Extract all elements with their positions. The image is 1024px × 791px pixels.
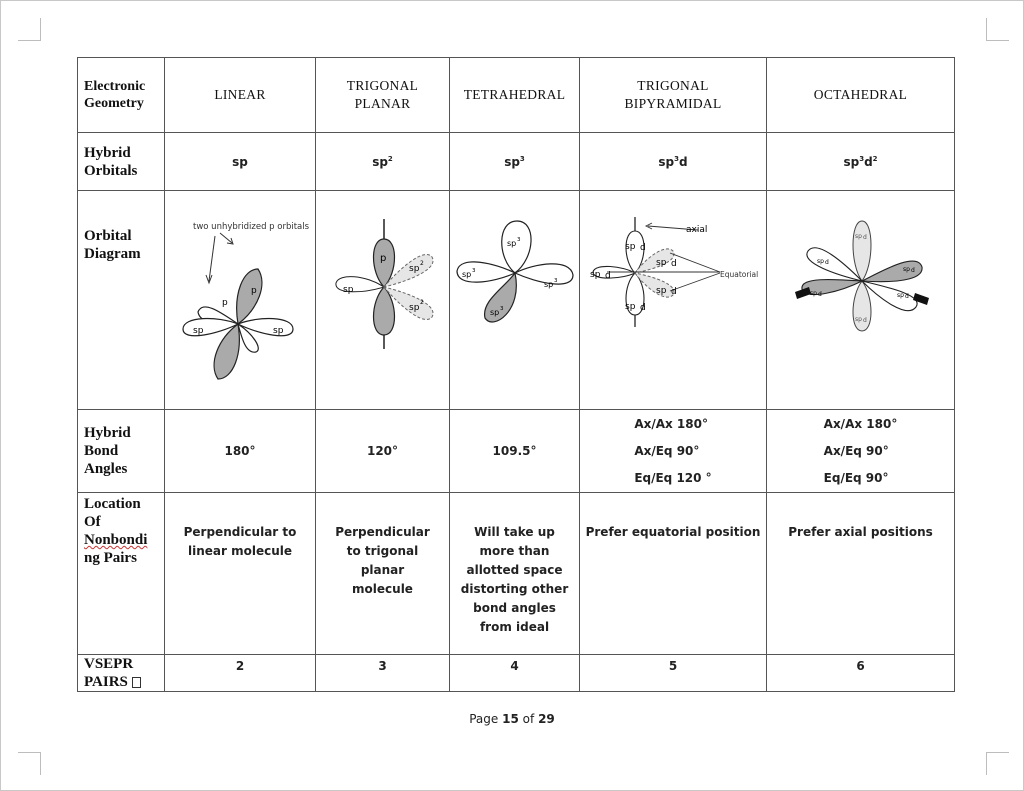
row-hybrid-orbitals bbox=[78, 133, 955, 191]
hybrid-tp-sup: 2 bbox=[387, 154, 393, 163]
tp-label-p: p bbox=[380, 253, 387, 264]
diagram-trigonal-planar bbox=[316, 191, 450, 410]
hybrid-trigonal-planar bbox=[316, 133, 450, 191]
oct-label-top: sp bbox=[855, 233, 862, 240]
tbp-angle-eqeq: Eq/Eq 120 ° bbox=[634, 470, 712, 485]
hybrid-tbp-tail: d bbox=[679, 154, 688, 169]
header-trigonal-planar bbox=[316, 58, 450, 133]
crop-mark-bottom-right bbox=[986, 752, 1009, 775]
row-label-bond-angles bbox=[78, 410, 165, 493]
missing-glyph-icon bbox=[132, 677, 141, 688]
arrow-eq-2 bbox=[670, 273, 720, 291]
hybrid-oct-sup: 3 bbox=[859, 154, 865, 163]
vsepr-table bbox=[77, 57, 955, 692]
tbp-label-top: sp bbox=[625, 242, 636, 252]
hybrid-tbp-base: sp bbox=[658, 154, 675, 169]
hybrid-trigonal-bipyramidal bbox=[580, 133, 767, 191]
row-label-bond-angles-text: Hybrid Bond Angles bbox=[84, 425, 131, 477]
tbp-label-upper: sp bbox=[656, 258, 667, 268]
row-label-orbital-diagram bbox=[78, 191, 165, 410]
nonbonding-tp-text: Perpendicular to trigonal planar molecule bbox=[335, 525, 430, 596]
oct-angle-eqeq: Eq/Eq 90° bbox=[823, 470, 889, 485]
tp-label-sup2-lr: 2 bbox=[420, 299, 424, 306]
pointer-arrow-2 bbox=[220, 233, 232, 243]
nonbonding-trigonal-planar bbox=[316, 493, 450, 655]
vsepr-label-line2-wrap bbox=[84, 673, 164, 691]
row-nonbonding-pairs bbox=[78, 493, 955, 655]
diagram-tetrahedral bbox=[450, 191, 580, 410]
tp-label-sp2-lr: sp bbox=[409, 303, 420, 313]
oct-label-bottom-d: d bbox=[863, 317, 867, 324]
header-trigonal-bipyramidal bbox=[580, 58, 767, 133]
row-label-electronic-geometry: Electronic Geometry bbox=[78, 58, 165, 133]
nb-label-line4: ng Pairs bbox=[84, 550, 137, 566]
tbp-label-bottom-d: d bbox=[640, 303, 646, 313]
oct-label-ur: sp bbox=[903, 266, 910, 273]
tp-label-sp2-left: sp bbox=[343, 285, 354, 295]
row-vsepr-pairs bbox=[78, 655, 955, 692]
nonbonding-td-text: Will take up more than allotted space distorting other bond angles from ideal bbox=[460, 525, 569, 634]
row-label-orbital-diagram-text: Orbital Diagram bbox=[84, 228, 141, 262]
oct-lobe-top bbox=[853, 221, 871, 281]
td-sup-left: 3 bbox=[472, 268, 476, 274]
oct-label-ll-d: d bbox=[818, 291, 822, 298]
oct-label-lr-d: d bbox=[905, 293, 909, 300]
td-sup-right: 3 bbox=[554, 278, 558, 284]
tbp-orbital-svg bbox=[580, 191, 766, 409]
tp-label-sup2-ur: 2 bbox=[420, 260, 424, 267]
label-p-right: p bbox=[251, 286, 257, 296]
tbp-angle-list bbox=[634, 411, 711, 492]
footer-page-word: Page bbox=[469, 712, 499, 726]
pointer-arrow-1 bbox=[209, 236, 215, 281]
tbp-label-left-d: d bbox=[605, 271, 611, 281]
angle-trigonal-planar: 120° bbox=[316, 410, 450, 493]
oct-lobes bbox=[802, 221, 922, 331]
linear-lobes bbox=[183, 269, 293, 379]
nb-label-line2: Of bbox=[84, 514, 101, 530]
tbp-label-bottom: sp bbox=[625, 302, 636, 312]
tbp-angle-axax: Ax/Ax 180° bbox=[634, 416, 708, 431]
footer-of-word: of bbox=[522, 712, 535, 726]
lobe-p-shaded-top bbox=[237, 269, 262, 324]
header-trigonal-bipyramidal-text: TRIGONAL BIPYRAMIDAL bbox=[624, 78, 722, 111]
nonbonding-linear bbox=[165, 493, 316, 655]
vsepr-trigonal-bipyramidal: 5 bbox=[580, 655, 767, 692]
vsepr-linear: 2 bbox=[165, 655, 316, 692]
vsepr-label-line2: PAIRS bbox=[84, 674, 128, 690]
angle-octahedral bbox=[767, 410, 955, 493]
row-label-nonbonding bbox=[78, 493, 165, 655]
label-sp-left: sp bbox=[193, 326, 204, 336]
tp-label-sp2-ur: sp bbox=[409, 264, 420, 274]
oct-label-ul-d: d bbox=[825, 259, 829, 266]
footer-total-pages: 29 bbox=[538, 712, 555, 726]
nonbonding-tetrahedral bbox=[450, 493, 580, 655]
oct-angle-axeq: Ax/Eq 90° bbox=[823, 443, 889, 458]
td-label-left: sp bbox=[462, 270, 472, 279]
vsepr-tetrahedral: 4 bbox=[450, 655, 580, 692]
label-equatorial: Equatorial bbox=[720, 270, 759, 279]
row-label-hybrid-orbitals-text: Hybrid Orbitals bbox=[84, 144, 138, 179]
footer-current-page: 15 bbox=[502, 712, 519, 726]
linear-orbital-svg bbox=[165, 191, 315, 409]
hybrid-linear bbox=[165, 133, 316, 191]
tbp-label-top-d: d bbox=[640, 243, 646, 253]
row-label-hybrid-orbitals bbox=[78, 133, 165, 191]
tbp-label-left: sp bbox=[590, 270, 601, 280]
label-p-left: p bbox=[222, 298, 228, 308]
label-sp-right: sp bbox=[273, 326, 284, 336]
oct-label-lr: sp bbox=[897, 292, 904, 299]
row-bond-angles bbox=[78, 410, 955, 493]
vsepr-octahedral: 6 bbox=[767, 655, 955, 692]
hybrid-oct-base: sp bbox=[843, 154, 860, 169]
nb-label-line1: Location bbox=[84, 496, 141, 512]
tetrahedral-orbital-svg bbox=[450, 191, 579, 409]
row-label-vsepr bbox=[78, 655, 165, 692]
hybrid-td-base: sp bbox=[504, 154, 520, 169]
tbp-label-lower-d: d bbox=[671, 287, 677, 297]
hybrid-oct-tail: d bbox=[864, 154, 873, 169]
oct-label-top-d: d bbox=[863, 234, 867, 241]
vsepr-trigonal-planar: 3 bbox=[316, 655, 450, 692]
page-footer bbox=[0, 712, 1024, 726]
octahedral-orbital-svg bbox=[767, 191, 954, 409]
nb-label-line3: Nonbondi bbox=[84, 532, 148, 548]
label-axial: axial bbox=[686, 225, 708, 235]
row-electronic-geometry bbox=[78, 58, 955, 133]
hybrid-octahedral bbox=[767, 133, 955, 191]
td-label-top: sp bbox=[507, 239, 517, 248]
angle-tetrahedral: 109.5° bbox=[450, 410, 580, 493]
td-sup-top: 3 bbox=[517, 237, 521, 243]
angle-trigonal-bipyramidal bbox=[580, 410, 767, 493]
oct-angle-axax: Ax/Ax 180° bbox=[823, 416, 898, 431]
header-linear: LINEAR bbox=[165, 58, 316, 133]
td-label-bottom: sp bbox=[490, 308, 500, 317]
angle-linear: 180° bbox=[165, 410, 316, 493]
hybrid-td-sup: 3 bbox=[519, 154, 525, 163]
td-label-right: sp bbox=[544, 280, 554, 289]
diagram-trigonal-bipyramidal bbox=[580, 191, 767, 410]
nonbonding-linear-text: Perpendicular to linear molecule bbox=[183, 525, 297, 558]
hybrid-linear-text: sp bbox=[232, 154, 248, 169]
diagram-linear bbox=[165, 191, 316, 410]
header-trigonal-planar-text: TRIGONAL PLANAR bbox=[346, 78, 419, 111]
td-sup-bottom: 3 bbox=[500, 306, 504, 312]
label-unhybridized-p: two unhybridized p orbitals bbox=[193, 222, 310, 232]
crop-mark-top-right bbox=[986, 18, 1009, 41]
oct-label-ll: sp bbox=[810, 290, 817, 297]
hybrid-oct-sup2: 2 bbox=[872, 154, 878, 163]
trigonal-planar-orbital-svg bbox=[316, 191, 449, 409]
header-octahedral: OCTAHEDRAL bbox=[767, 58, 955, 133]
crop-mark-top-left bbox=[18, 18, 41, 41]
tbp-label-lower: sp bbox=[656, 286, 667, 296]
oct-angle-list bbox=[824, 411, 898, 492]
arrow-eq-1 bbox=[670, 253, 720, 272]
hybrid-tp-base: sp bbox=[372, 154, 388, 169]
vsepr-label-line1: VSEPR bbox=[84, 656, 134, 672]
nonbonding-trigonal-bipyramidal: Prefer equatorial position bbox=[580, 493, 767, 655]
hybrid-tbp-sup: 3 bbox=[674, 154, 679, 163]
tbp-angle-axeq: Ax/Eq 90° bbox=[634, 443, 700, 458]
oct-label-ul: sp bbox=[817, 258, 824, 265]
crop-mark-bottom-left bbox=[18, 752, 41, 775]
tbp-label-upper-d: d bbox=[671, 259, 677, 269]
row-orbital-diagram bbox=[78, 191, 955, 410]
oct-lobe-bottom bbox=[853, 281, 871, 331]
oct-label-bottom: sp bbox=[855, 316, 862, 323]
hybrid-tetrahedral bbox=[450, 133, 580, 191]
oct-label-ur-d: d bbox=[911, 267, 915, 274]
diagram-octahedral bbox=[767, 191, 955, 410]
header-tetrahedral: TETRAHEDRAL bbox=[450, 58, 580, 133]
nonbonding-octahedral: Prefer axial positions bbox=[767, 493, 955, 655]
